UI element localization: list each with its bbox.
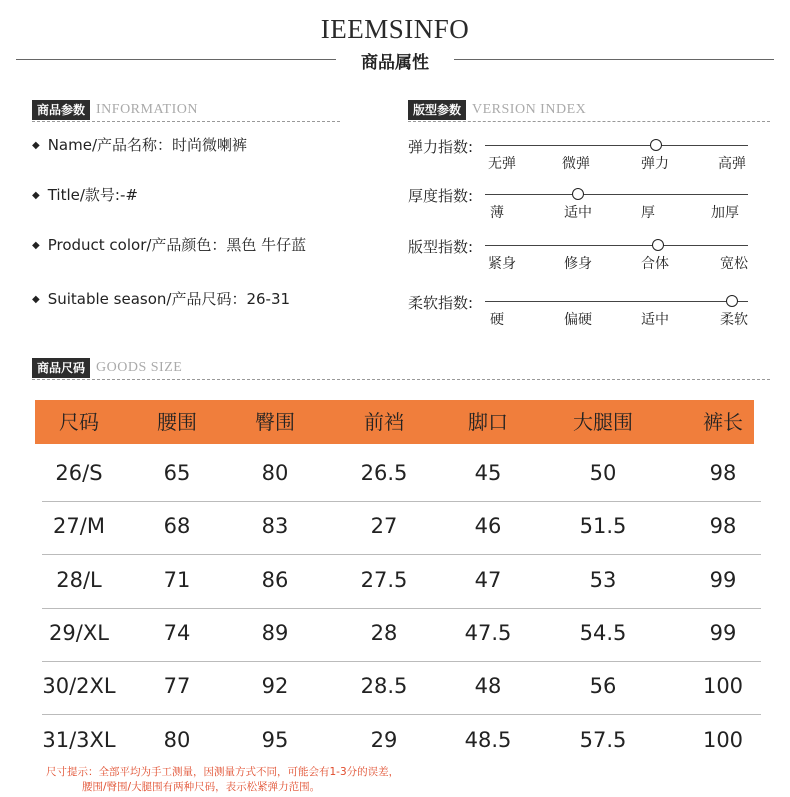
tick-label: 修身 (564, 256, 592, 272)
header-size: 尺码 (59, 410, 99, 434)
index-knob-softness (726, 295, 738, 307)
index-label-fit: 版型指数: (408, 238, 474, 256)
cell-hip: 86 (261, 568, 289, 592)
info-item-season: ◆ Suitable season/产品尺码：26-31 (32, 290, 291, 308)
header-leg-opening: 脚口 (468, 410, 508, 434)
cell-waist: 74 (163, 621, 191, 645)
cell-hip: 89 (261, 621, 289, 645)
version-section-header (408, 100, 586, 120)
info-divider (32, 121, 340, 122)
cell-size: 29/XL (49, 621, 109, 645)
cell-rise: 28.5 (360, 674, 408, 698)
cell-hip: 83 (261, 514, 289, 538)
tick-label: 高弹 (718, 156, 746, 172)
header-rise: 前裆 (364, 410, 404, 434)
cell-thigh: 56 (589, 674, 617, 698)
row-divider (42, 554, 761, 555)
cell-length: 100 (702, 674, 744, 698)
cell-length: 98 (709, 461, 737, 485)
cell-length: 98 (709, 514, 737, 538)
tick-label: 微弹 (562, 156, 590, 172)
cell-waist: 80 (163, 728, 191, 752)
cell-leg-opening: 47 (474, 568, 502, 592)
index-scale-fit (485, 245, 748, 246)
size-divider (32, 379, 770, 380)
size-table-header (35, 400, 754, 444)
cell-size: 28/L (56, 568, 102, 592)
table-row (42, 662, 761, 715)
size-section-header (32, 358, 182, 378)
cell-leg-opening: 47.5 (464, 621, 512, 645)
cell-length: 99 (709, 621, 737, 645)
header-waist: 腰围 (157, 410, 197, 434)
info-tag: 商品参数 (32, 100, 90, 120)
cell-thigh: 53 (589, 568, 617, 592)
cell-leg-opening: 46 (474, 514, 502, 538)
tick-label: 宽松 (720, 256, 748, 272)
info-item-title: ◆ Title/款号:-# (32, 186, 138, 204)
tick-label: 合体 (641, 256, 669, 272)
cell-thigh: 50 (589, 461, 617, 485)
index-scale-softness (485, 301, 748, 302)
cell-hip: 95 (261, 728, 289, 752)
cell-leg-opening: 48 (474, 674, 502, 698)
cell-rise: 28 (370, 621, 398, 645)
tick-label: 薄 (490, 205, 504, 221)
index-knob-thickness (572, 188, 584, 200)
cell-rise: 26.5 (360, 461, 408, 485)
version-tag: 版型参数 (408, 100, 466, 120)
index-label-thickness: 厚度指数: (408, 187, 474, 205)
cell-size: 27/M (53, 514, 105, 538)
table-row (42, 556, 761, 609)
cell-length: 99 (709, 568, 737, 592)
tick-label: 柔软 (720, 312, 748, 328)
row-divider (42, 714, 761, 715)
cell-size: 31/3XL (42, 728, 116, 752)
subtitle-row (16, 46, 774, 72)
cell-thigh: 54.5 (579, 621, 627, 645)
version-divider (408, 121, 770, 122)
tick-label: 硬 (490, 312, 504, 328)
info-section-header (32, 100, 198, 120)
info-tag-en: INFORMATION (96, 102, 198, 117)
bullet-icon: ◆ (32, 140, 40, 151)
tick-label: 适中 (641, 312, 669, 328)
index-label-elasticity: 弹力指数: (408, 138, 474, 156)
index-knob-fit (652, 239, 664, 251)
tick-label: 弹力 (641, 156, 669, 172)
index-label-softness: 柔软指数: (408, 294, 474, 312)
table-row (42, 502, 761, 555)
tick-label: 加厚 (711, 205, 739, 221)
cell-leg-opening: 45 (474, 461, 502, 485)
cell-waist: 68 (163, 514, 191, 538)
cell-size: 26/S (55, 461, 103, 485)
header-thigh: 大腿围 (573, 410, 633, 434)
bullet-icon: ◆ (32, 240, 40, 251)
cell-rise: 29 (370, 728, 398, 752)
table-row (42, 716, 761, 769)
info-item-color: ◆ Product color/产品颜色：黑色 牛仔蓝 (32, 236, 307, 254)
table-row (42, 609, 761, 662)
cell-size: 30/2XL (42, 674, 116, 698)
cell-waist: 65 (163, 461, 191, 485)
tick-label: 厚 (641, 205, 655, 221)
cell-thigh: 57.5 (579, 728, 627, 752)
version-tag-en: VERSION INDEX (472, 102, 587, 117)
tick-label: 紧身 (488, 256, 516, 272)
size-note-line2: 腰围/臀围/大腿围有两种尺码，表示松紧弹力范围。 (82, 781, 321, 793)
cell-waist: 71 (163, 568, 191, 592)
cell-leg-opening: 48.5 (464, 728, 512, 752)
cell-waist: 77 (163, 674, 191, 698)
header-length: 裤长 (703, 410, 743, 434)
cell-thigh: 51.5 (579, 514, 627, 538)
cell-rise: 27 (370, 514, 398, 538)
bullet-icon: ◆ (32, 294, 40, 305)
index-knob-elasticity (650, 139, 662, 151)
index-scale-thickness (485, 194, 748, 195)
cell-length: 100 (702, 728, 744, 752)
info-item-name: ◆ Name/产品名称：时尚微喇裤 (32, 136, 248, 154)
tick-label: 适中 (564, 205, 592, 221)
size-tag: 商品尺码 (32, 358, 90, 378)
size-note-line1: 尺寸提示：全部平均为手工测量，因测量方式不同，可能会有1-3分的误差， (46, 766, 400, 778)
bullet-icon: ◆ (32, 190, 40, 201)
cell-rise: 27.5 (360, 568, 408, 592)
subtitle: 商品属性 (361, 53, 429, 73)
index-scale-elasticity (485, 145, 748, 146)
tick-label: 偏硬 (564, 312, 592, 328)
header-hip: 臀围 (255, 410, 295, 434)
tick-label: 无弹 (488, 156, 516, 172)
size-tag-en: GOODS SIZE (96, 360, 183, 375)
table-row (42, 449, 761, 502)
brand-title: IEEMSINFO (320, 14, 470, 44)
cell-hip: 92 (261, 674, 289, 698)
cell-hip: 80 (261, 461, 289, 485)
